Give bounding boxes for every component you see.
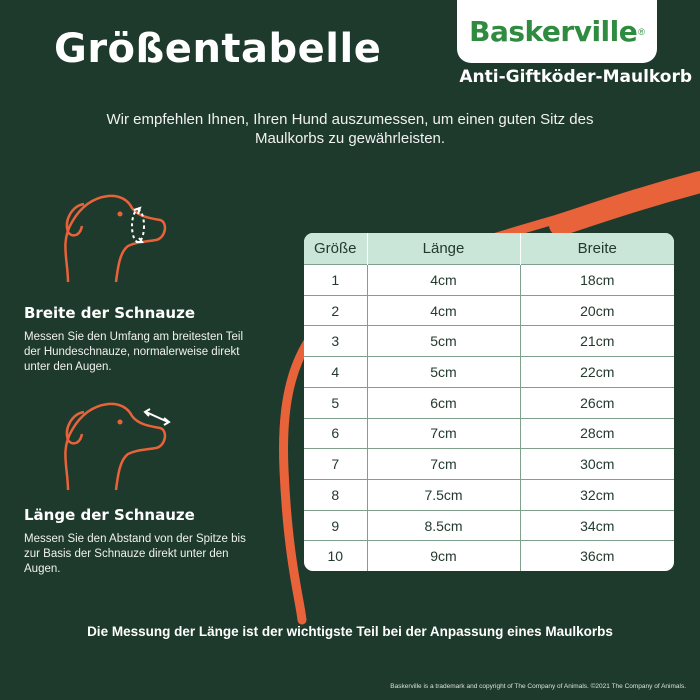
cell-width: 22cm xyxy=(520,357,674,388)
table-row xyxy=(304,387,674,418)
table-row xyxy=(304,480,674,511)
table-row xyxy=(304,357,674,388)
footer-note: Die Messung der Länge ist der wichtigste Teil bei der Anpassung eines Maulkorbs xyxy=(87,624,613,639)
brand-logo xyxy=(457,0,657,63)
cell-length: 7.5cm xyxy=(367,480,520,511)
cell-size: 6 xyxy=(304,418,367,449)
section-heading-length: Länge der Schnauze xyxy=(24,506,195,524)
cell-size: 3 xyxy=(304,326,367,357)
table-row xyxy=(304,418,674,449)
section-heading-width: Breite der Schnauze xyxy=(24,304,195,322)
section-text-length: Messen Sie den Abstand von der Spitze bis zur Basis der Schnauze direkt unter den Augen. xyxy=(24,533,246,575)
cell-length: 7cm xyxy=(367,418,520,449)
cell-length: 4cm xyxy=(367,295,520,326)
table-row xyxy=(304,449,674,480)
cell-size: 2 xyxy=(304,295,367,326)
copyright-text: Baskerville is a trademark and copyright of The Company of Animals. ©2021 The Company of Animals. xyxy=(390,683,686,690)
table-row xyxy=(304,295,674,326)
cell-width: 28cm xyxy=(520,418,674,449)
cell-width: 34cm xyxy=(520,510,674,541)
section-text-width: Messen Sie den Umfang am breitesten Teil der Hundeschnauze, normalerweise direkt unter den Augen. xyxy=(24,331,244,373)
table-row xyxy=(304,326,674,357)
table-header-row xyxy=(304,233,674,265)
cell-width: 20cm xyxy=(520,295,674,326)
cell-length: 5cm xyxy=(367,357,520,388)
intro-text: Wir empfehlen Ihnen, Ihren Hund auszumessen, um einen guten Sitz des Maulkorbs zu gewährleisten. xyxy=(106,111,594,147)
header-size: Größe xyxy=(304,233,367,265)
cell-length: 8.5cm xyxy=(367,510,520,541)
cell-length: 6cm xyxy=(367,387,520,418)
cell-size: 5 xyxy=(304,387,367,418)
cell-width: 18cm xyxy=(520,265,674,296)
cell-size: 8 xyxy=(304,480,367,511)
cell-width: 26cm xyxy=(520,387,674,418)
cell-length: 4cm xyxy=(367,265,520,296)
cell-length: 5cm xyxy=(367,326,520,357)
dog-head-length-icon xyxy=(28,388,178,498)
size-table xyxy=(304,233,674,571)
logo-text: Baskerville xyxy=(469,15,638,48)
product-subtitle: Anti-Giftköder-Maulkorb xyxy=(459,67,692,87)
cell-width: 21cm xyxy=(520,326,674,357)
cell-length: 7cm xyxy=(367,449,520,480)
registered-mark: ® xyxy=(638,26,645,37)
cell-length: 9cm xyxy=(367,541,520,571)
cell-width: 32cm xyxy=(520,480,674,511)
cell-width: 36cm xyxy=(520,541,674,571)
cell-size: 7 xyxy=(304,449,367,480)
table-row xyxy=(304,510,674,541)
cell-size: 4 xyxy=(304,357,367,388)
dog-head-circumference-icon xyxy=(28,180,178,290)
page-title: Größentabelle xyxy=(54,26,382,72)
header-width: Breite xyxy=(520,233,674,265)
cell-width: 30cm xyxy=(520,449,674,480)
cell-size: 10 xyxy=(304,541,367,571)
header-length: Länge xyxy=(367,233,520,265)
table-row xyxy=(304,541,674,571)
cell-size: 9 xyxy=(304,510,367,541)
cell-size: 1 xyxy=(304,265,367,296)
table-row xyxy=(304,265,674,296)
